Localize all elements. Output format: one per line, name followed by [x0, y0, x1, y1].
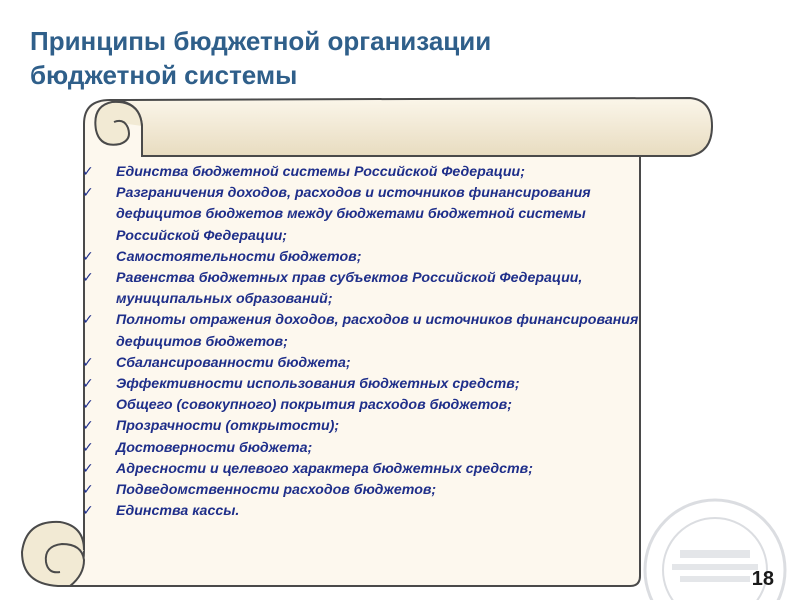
list-item: ✓ Сбалансированности бюджета;: [80, 353, 640, 374]
list-item: ✓ Подведомственности расходов бюджетов;: [80, 480, 640, 501]
list-item: ✓ Полноты отражения доходов, расходов и источников финансирования дефицитов бюджетов;: [82, 312, 639, 350]
list-item: ✓ Единства бюджетной системы Российской Федерации;: [80, 162, 640, 183]
list-item: ✓ Эффективности использования бюджетных средств;: [80, 374, 640, 395]
title-line-2: бюджетной системы: [30, 60, 298, 90]
list-item: ✓ Прозрачности (открытости);: [80, 416, 640, 437]
list-item: ✓ Равенства бюджетных прав субъектов Российской Федерации, муниципальных образований;: [82, 270, 583, 308]
check-mark-icon: ✓: [82, 460, 94, 477]
principles-list: [80, 162, 640, 522]
check-mark-icon: ✓: [82, 503, 94, 520]
check-mark-icon: ✓: [82, 270, 94, 287]
check-mark-icon: ✓: [82, 482, 94, 499]
check-mark-icon: ✓: [82, 248, 94, 265]
slide-title: [30, 24, 730, 92]
scroll-bottom-curl: [22, 522, 84, 586]
check-mark-icon: ✓: [82, 312, 94, 329]
title-line-1: Принципы бюджетной организации: [30, 26, 492, 56]
page-number: 18: [751, 568, 774, 590]
check-mark-icon: ✓: [82, 397, 94, 414]
list-item: ✓ Общего (совокупного) покрытия расходов бюджетов;: [80, 395, 640, 416]
check-mark-icon: ✓: [82, 376, 94, 393]
list-item: ✓ Единства кассы.: [80, 501, 640, 522]
check-mark-icon: ✓: [82, 439, 94, 456]
check-mark-icon: ✓: [82, 354, 94, 371]
check-mark-icon: ✓: [82, 164, 94, 180]
scroll-top-roll: [104, 98, 712, 156]
list-item: ✓ Адресности и целевого характера бюджетных средств;: [80, 459, 640, 480]
list-item: ✓ Разграничения доходов, расходов и источников финансирования дефицитов бюджетов между бюджетами бюджетной системы Российской Федерации;: [82, 185, 591, 244]
list-item: ✓ Самостоятельности бюджетов;: [80, 247, 640, 268]
list-item: ✓ Достоверности бюджета;: [80, 438, 640, 459]
check-mark-icon: ✓: [82, 418, 94, 435]
check-mark-icon: ✓: [82, 185, 94, 202]
